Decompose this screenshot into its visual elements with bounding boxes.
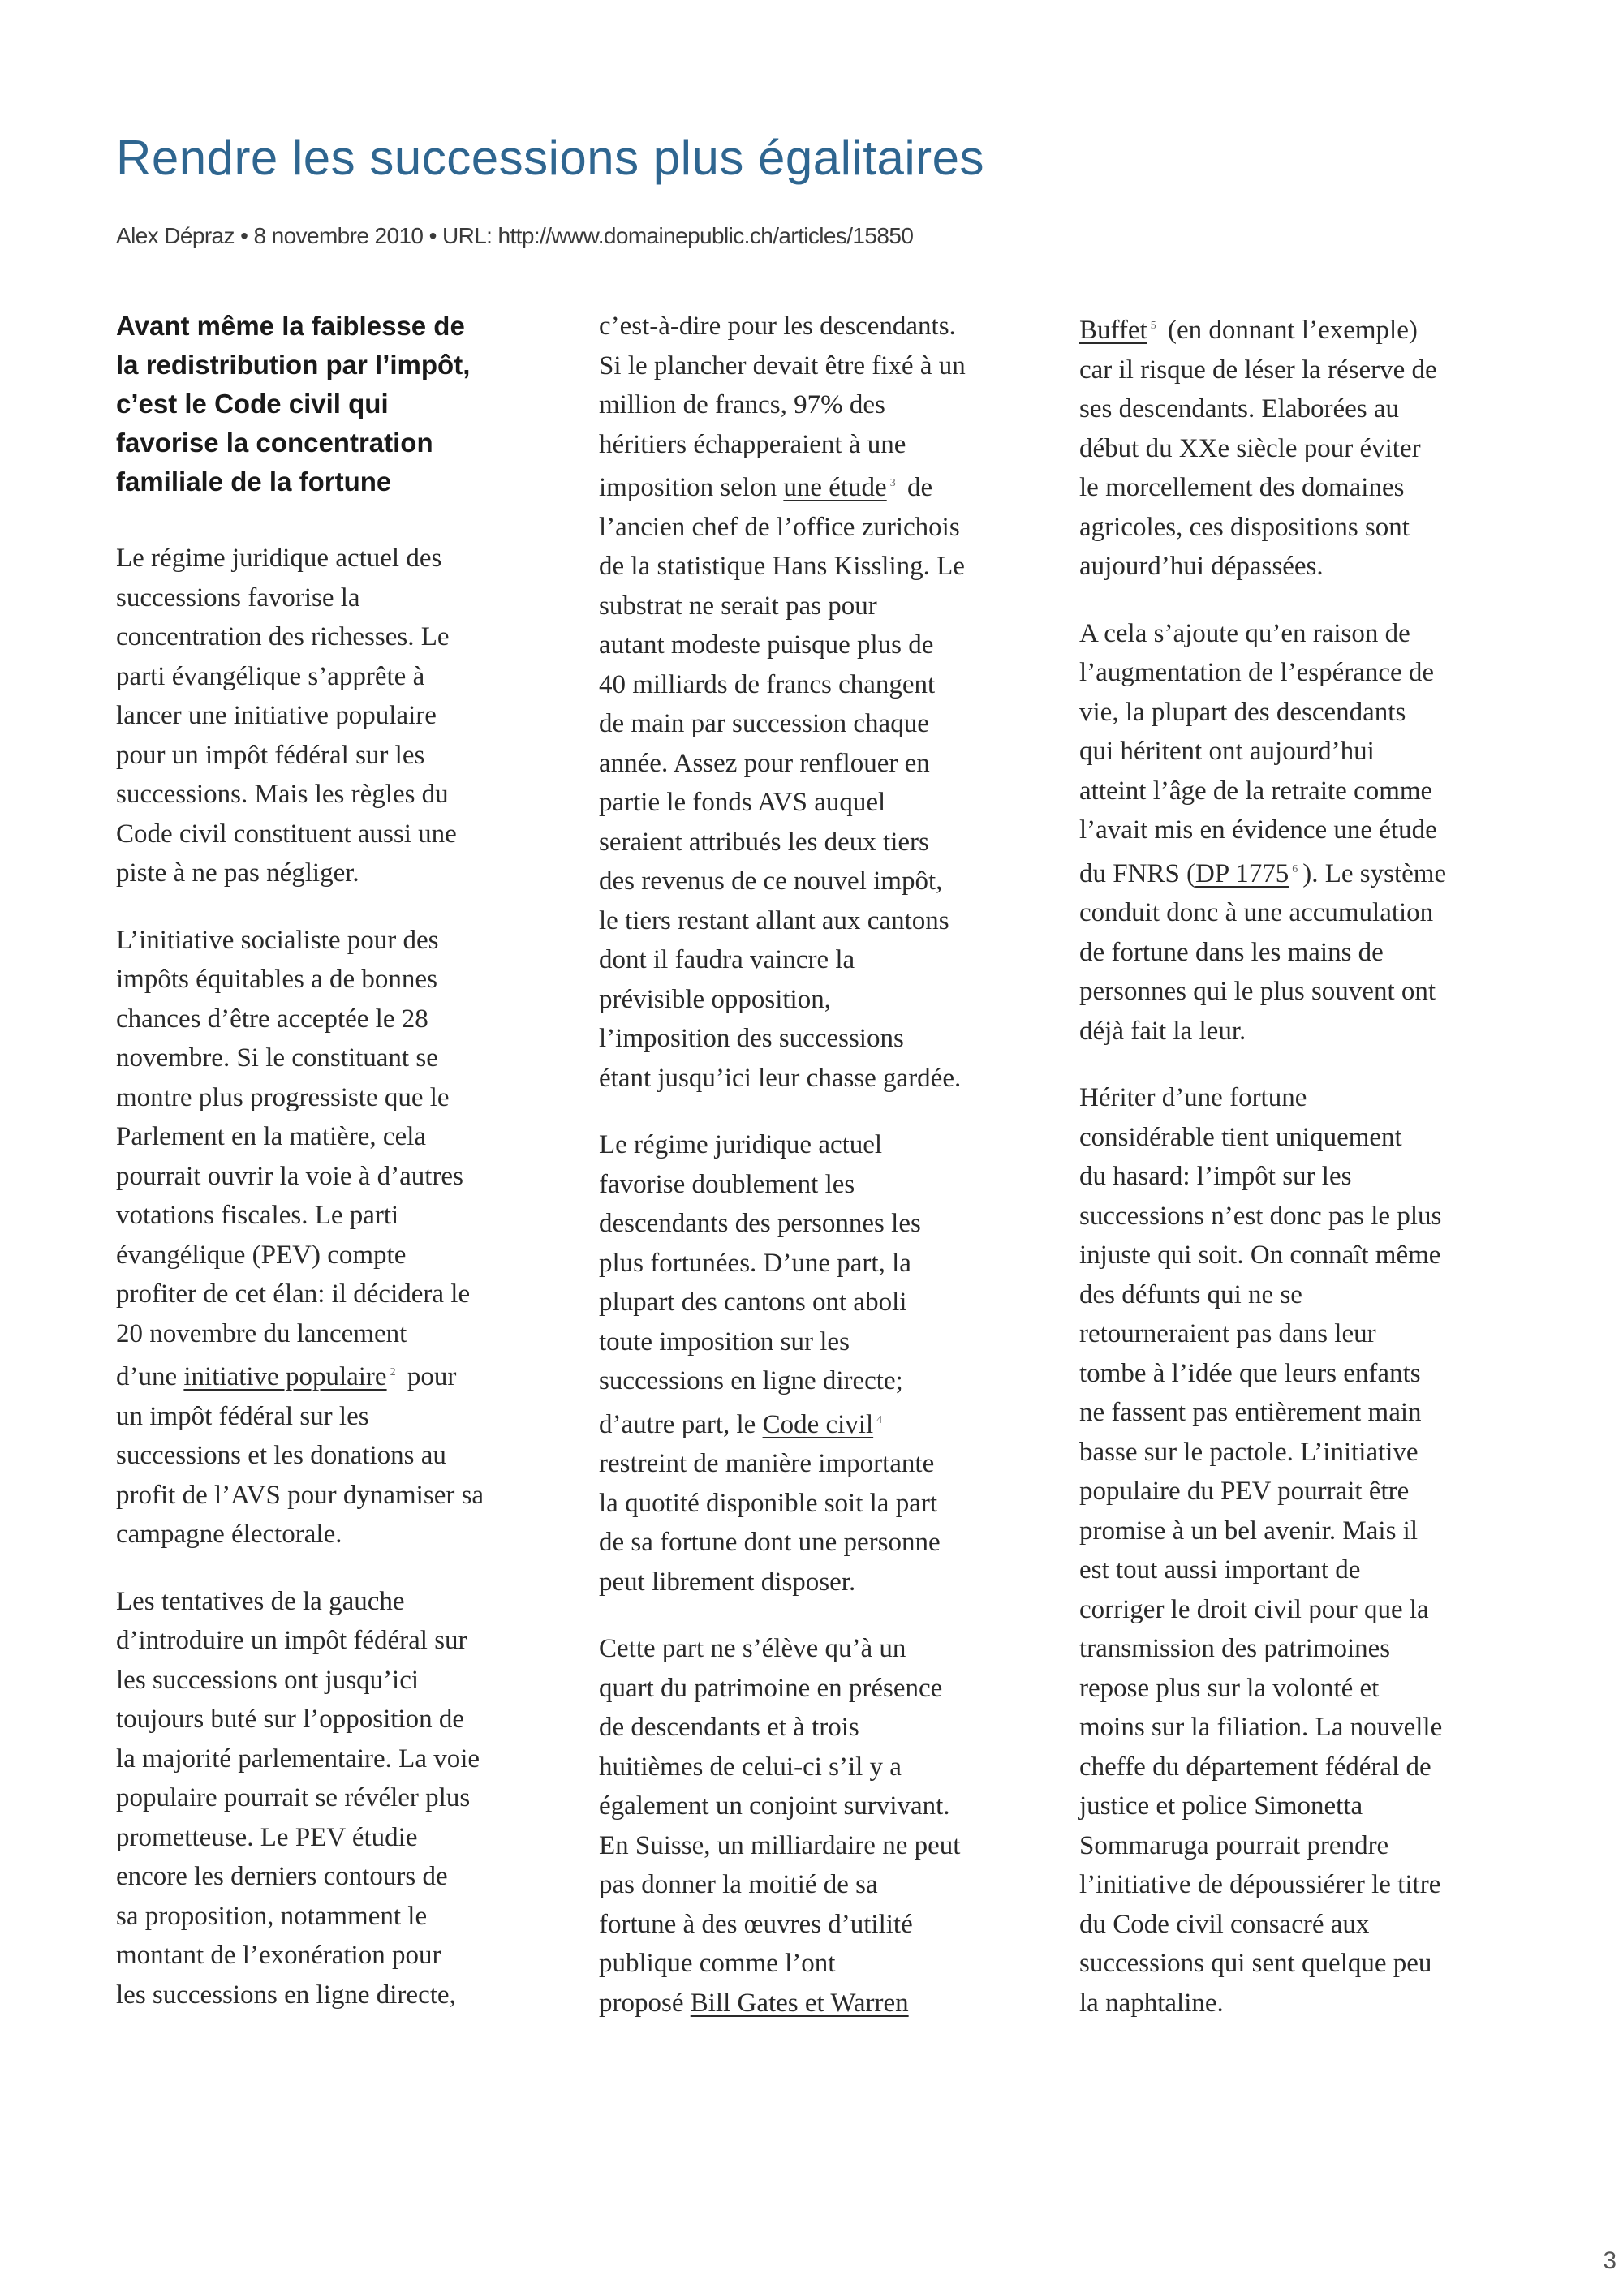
article-title: Rendre les successions plus égalitaires: [116, 131, 985, 185]
text-line: d’introduire un impôt fédéral sur: [116, 1626, 467, 1655]
footnote-marker: 5: [1150, 320, 1156, 332]
text-line: Si le plancher devait être fixé à un: [599, 350, 966, 381]
link-une-etude[interactable]: une étude: [783, 473, 887, 502]
text-line: de la statistique Hans Kissling. Le: [599, 552, 965, 581]
text-line: conduit donc à une accumulation: [1079, 898, 1434, 927]
text-line: profiter de cet élan: il décidera le: [116, 1279, 471, 1309]
text-line: 20 novembre du lancement: [116, 1318, 407, 1348]
text-line-with-link: imposition selon une étude $^3$ de: [599, 473, 933, 502]
text-line: l’ancien chef de l’office zurichois: [599, 512, 960, 542]
text-line: du Code civil consacré aux: [1079, 1909, 1370, 1939]
text-line-with-link: proposé Bill Gates et Warren: [599, 1988, 909, 2018]
text-line: Hériter d’une fortune: [1079, 1083, 1307, 1112]
text-line: plupart des cantons ont aboli: [599, 1288, 907, 1317]
link-initiative-populaire[interactable]: initiative populaire: [183, 1362, 387, 1391]
text-line: injuste qui soit. On connaît même: [1079, 1240, 1441, 1270]
text-line: atteint l’âge de la retraite comme: [1079, 776, 1433, 806]
text-line: l’imposition des successions: [599, 1024, 904, 1053]
text-line: pourrait ouvrir la voie à d’autres: [116, 1161, 463, 1191]
text-line: l’avait mis en évidence une étude: [1079, 815, 1437, 845]
text-line: transmission des patrimoines: [1079, 1634, 1391, 1663]
text-line: autant modeste puisque plus de: [599, 630, 934, 660]
text-line: repose plus sur la volonté et: [1079, 1673, 1380, 1703]
text-line: piste à ne pas négliger.: [116, 858, 359, 888]
text-line: prometteuse. Le PEV étudie: [116, 1822, 418, 1852]
column-2: [599, 307, 1037, 2050]
text-line: favorise doublement les: [599, 1169, 855, 1199]
text-line: car il risque de léser la réserve de: [1079, 355, 1437, 385]
text-line: Cette part ne s’élève qu’à un: [599, 1634, 906, 1663]
text-line: quart du patrimoine en présence: [599, 1673, 943, 1703]
column-3: [1079, 307, 1534, 2050]
text-line: le tiers restant allant aux cantons: [599, 905, 949, 935]
text-line: impôts équitables a de bonnes: [116, 965, 437, 994]
text-line: tombe à l’idée que leurs enfants: [1079, 1358, 1421, 1388]
text-line: lancer une initiative populaire: [116, 701, 437, 730]
text-line: encore les derniers contours de: [116, 1862, 448, 1891]
text-line: populaire du PEV pourrait être: [1079, 1477, 1410, 1506]
text-line: étant jusqu’ici leur chasse gardée.: [599, 1063, 962, 1093]
text-line: huitièmes de celui-ci s’il y a: [599, 1752, 902, 1782]
text-line: le morcellement des domaines: [1079, 473, 1405, 502]
text-line: cheffe du département fédéral de: [1079, 1752, 1431, 1782]
text-line: Les tentatives de la gauche: [116, 1586, 405, 1616]
text-line: familiale de la fortune: [116, 467, 392, 497]
text-line: corriger le droit civil pour que la: [1079, 1594, 1429, 1624]
link-bill-gates-warren-buffet[interactable]: Bill Gates et Warren: [690, 1988, 909, 2018]
text-line: partie le fonds AVS auquel: [599, 788, 886, 817]
text-line: la naphtaline.: [1079, 1988, 1224, 2018]
article-byline: Alex Dépraz • 8 novembre 2010 • URL: http://www.domainepublic.ch/articles/15850: [116, 223, 914, 248]
text-line: basse sur le pactole. L’initiative: [1079, 1437, 1419, 1467]
text-line: les successions ont jusqu’ici: [116, 1665, 420, 1695]
text-line: c’est-à-dire pour les descendants.: [599, 312, 956, 341]
column-1: [116, 307, 554, 2042]
text-line: sa proposition, notamment le: [116, 1901, 428, 1931]
text-line: concentration des richesses. Le: [116, 622, 450, 651]
text-line: de descendants et à trois: [599, 1713, 859, 1742]
paragraph: [599, 1629, 1037, 2023]
text-line: pour un impôt fédéral sur les: [116, 740, 425, 770]
text-line: année. Assez pour renflouer en: [599, 748, 930, 778]
text-line: campagne électorale.: [116, 1520, 342, 1549]
text-line: A cela s’ajoute qu’en raison de: [1079, 618, 1410, 648]
text-line: publique comme l’ont: [599, 1949, 836, 1978]
text-line: Parlement en la matière, cela: [116, 1122, 427, 1151]
text-line: de fortune dans les mains de: [1079, 937, 1384, 967]
text-line: successions et les donations au: [116, 1441, 446, 1470]
text-line: de sa fortune dont une personne: [599, 1528, 941, 1557]
text-line: million de francs, 97% des: [599, 390, 885, 419]
text-line: successions en ligne directe;: [599, 1366, 903, 1395]
text-line: ne fassent pas entièrement main: [1079, 1398, 1422, 1427]
text-line: Sommaruga pourrait prendre: [1079, 1830, 1389, 1860]
text-line: déjà fait la leur.: [1079, 1016, 1246, 1046]
text-line: début du XXe siècle pour éviter: [1079, 433, 1421, 463]
text-line: plus fortunées. D’une part, la: [599, 1248, 911, 1278]
paragraph: [599, 307, 1037, 1098]
text-line: 40 milliards de francs changent: [599, 669, 936, 699]
text-line: de main par succession chaque: [599, 709, 929, 738]
page-number: 3: [1603, 2247, 1617, 2274]
text-line: la quotité disponible soit la part: [599, 1488, 938, 1518]
text-line: prévisible opposition,: [599, 984, 831, 1014]
text-line: personnes qui le plus souvent ont: [1079, 977, 1436, 1006]
text-line: moins sur la filiation. La nouvelle: [1079, 1713, 1443, 1742]
paragraph: [116, 539, 554, 893]
text-line: seraient attribués les deux tiers: [599, 827, 929, 857]
text-line: justice et police Simonetta: [1079, 1791, 1363, 1821]
text-line: pas donner la moitié de sa: [599, 1870, 878, 1899]
text-line: votations fiscales. Le parti: [116, 1201, 399, 1230]
text-line: héritiers échapperaient à une: [599, 429, 906, 459]
text-line: successions. Mais les règles du: [116, 780, 449, 809]
text-line: du hasard: l’impôt sur les: [1079, 1162, 1352, 1191]
text-line: Le régime juridique actuel: [599, 1130, 883, 1159]
text-line: agricoles, ces dispositions sont: [1079, 512, 1410, 542]
text-line-with-link: d’autre part, le Code civil $^4$: [599, 1409, 883, 1439]
link-dp-1775[interactable]: DP 1775: [1195, 858, 1289, 888]
text-line: l’augmentation de l’espérance de: [1079, 658, 1435, 687]
text-line: En Suisse, un milliardaire ne peut: [599, 1830, 961, 1860]
footnote-marker: 3: [889, 477, 896, 489]
text-line: toujours buté sur l’opposition de: [116, 1705, 464, 1734]
text-line: restreint de manière importante: [599, 1449, 935, 1478]
text-line: fortune à des œuvres d’utilité: [599, 1909, 913, 1939]
text-line: également un conjoint survivant.: [599, 1791, 950, 1821]
text-line: retourneraient pas dans leur: [1079, 1319, 1376, 1348]
text-line: la redistribution par l’impôt,: [116, 350, 471, 380]
text-line: montre plus progressiste que le: [116, 1082, 450, 1112]
text-line: favorise la concentration: [116, 428, 433, 458]
text-line: substrat ne serait pas pour: [599, 591, 877, 621]
text-line: considérable tient uniquement: [1079, 1122, 1402, 1152]
paragraph: [1079, 307, 1534, 587]
text-line-with-link: du FNRS (DP 1775 $^6$ ). Le système: [1079, 858, 1447, 888]
text-line-with-link: Buffet $^5$ (en donnant l’exemple): [1079, 316, 1418, 345]
text-line: l’initiative de dépoussiérer le titre: [1079, 1870, 1441, 1899]
text-line: des défunts qui ne se: [1079, 1279, 1302, 1309]
text-line: c’est le Code civil qui: [116, 389, 389, 419]
text-line: L’initiative socialiste pour des: [116, 925, 439, 955]
text-line: évangélique (PEV) compte: [116, 1240, 407, 1270]
text-line: qui héritent ont aujourd’hui: [1079, 737, 1375, 766]
text-line: est tout aussi important de: [1079, 1555, 1361, 1584]
text-line: promise à un bel avenir. Mais il: [1079, 1516, 1418, 1546]
text-line: dont il faudra vaincre la: [599, 945, 855, 974]
text-line: montant de l’exonération pour: [116, 1941, 441, 1970]
text-line: novembre. Si le constituant se: [116, 1043, 438, 1073]
text-line: peut librement disposer.: [599, 1567, 856, 1597]
footnote-marker: 4: [876, 1413, 883, 1426]
text-line: parti évangélique s’apprête à: [116, 661, 425, 691]
text-line: populaire pourrait se révéler plus: [116, 1783, 471, 1812]
footnote-marker: 6: [1292, 862, 1298, 875]
link-code-civil[interactable]: Code civil: [762, 1409, 874, 1439]
text-line: aujourd’hui dépassées.: [1079, 552, 1324, 581]
paragraph: [1079, 614, 1534, 1051]
footnote-marker: 2: [390, 1366, 396, 1378]
text-line: ses descendants. Elaborées au: [1079, 394, 1400, 424]
text-line: les successions en ligne directe,: [116, 1980, 456, 2010]
paragraph: [116, 1582, 554, 2015]
text-line: Avant même la faiblesse de: [116, 311, 465, 341]
text-line: successions n’est donc pas le plus: [1079, 1201, 1442, 1231]
paragraph: [116, 921, 554, 1554]
paragraph: [599, 1125, 1037, 1602]
text-line: un impôt fédéral sur les: [116, 1401, 369, 1431]
lede: [116, 307, 554, 501]
text-line-with-link: d’une initiative populaire $^2$ pour: [116, 1362, 457, 1391]
text-line: toute imposition sur les: [599, 1326, 850, 1357]
text-line: descendants des personnes les: [599, 1209, 921, 1238]
paragraph: [1079, 1078, 1534, 2023]
text-line: successions favorise la: [116, 583, 360, 613]
text-line: des revenus de ce nouvel impôt,: [599, 866, 943, 896]
text-line: Le régime juridique actuel des: [116, 544, 442, 573]
link-buffet[interactable]: Buffet: [1079, 316, 1147, 345]
text-line: successions qui sent quelque peu: [1079, 1949, 1432, 1978]
text-line: vie, la plupart des descendants: [1079, 697, 1406, 727]
text-line: la majorité parlementaire. La voie: [116, 1743, 480, 1774]
text-line: profit de l’AVS pour dynamiser sa: [116, 1480, 484, 1510]
text-line: Code civil constituent aussi une: [116, 819, 457, 849]
text-line: chances d’être acceptée le 28: [116, 1004, 428, 1034]
